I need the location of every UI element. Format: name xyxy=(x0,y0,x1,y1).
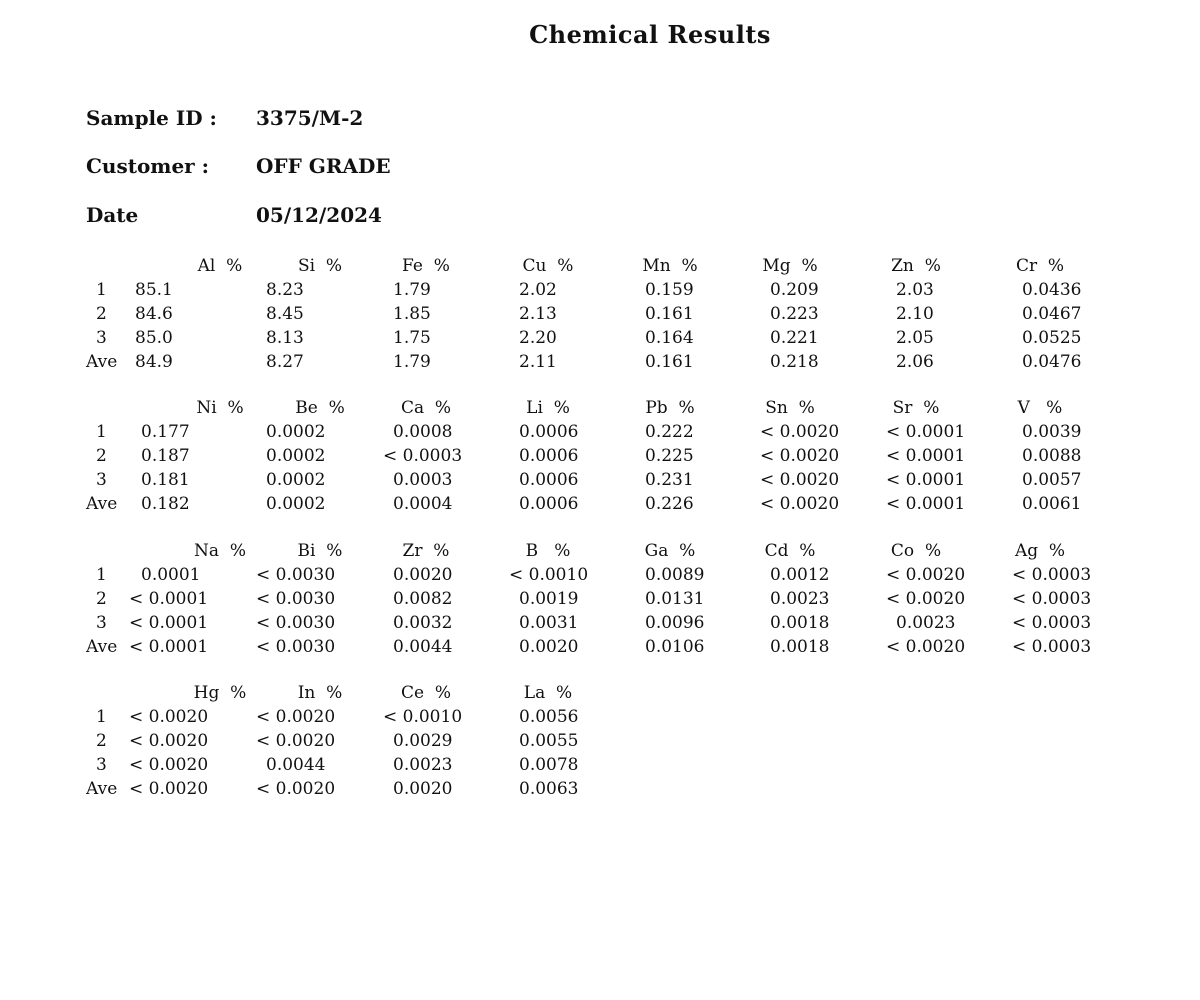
result-value: 0.0039 xyxy=(1022,422,1082,442)
result-value: < 0.0030 xyxy=(256,637,336,657)
result-value: < 0.0010 xyxy=(383,707,463,727)
result-value: 0.0006 xyxy=(519,422,579,442)
result-value: < 0.0020 xyxy=(129,707,209,727)
result-value: 0.0057 xyxy=(1022,470,1082,490)
element-header: Sr % xyxy=(892,398,940,418)
element-header: Mg % xyxy=(762,256,818,276)
result-value: 0.161 xyxy=(645,352,694,372)
result-value: < 0.0003 xyxy=(1012,565,1092,585)
customer-label: Customer : xyxy=(86,154,210,178)
result-value: 0.0006 xyxy=(519,470,579,490)
result-value: 0.0106 xyxy=(645,637,705,657)
row-label: 3 xyxy=(96,613,107,633)
element-header: In % xyxy=(297,683,343,703)
element-header: Zn % xyxy=(891,256,941,276)
result-value: < 0.0020 xyxy=(760,494,840,514)
result-value: 0.231 xyxy=(645,470,694,490)
element-header: Be % xyxy=(295,398,345,418)
result-value: < 0.0010 xyxy=(509,565,589,585)
result-value: 0.0131 xyxy=(645,589,705,609)
result-value: < 0.0020 xyxy=(886,589,966,609)
element-header-row xyxy=(86,254,1196,278)
element-header: Co % xyxy=(890,541,942,561)
result-value: 0.0020 xyxy=(393,779,453,799)
result-value: 0.0044 xyxy=(393,637,453,657)
result-value: 2.05 xyxy=(896,328,934,348)
result-value: < 0.0030 xyxy=(256,565,336,585)
result-value: < 0.0001 xyxy=(129,613,209,633)
date-label: Date xyxy=(86,203,139,227)
customer-row xyxy=(86,154,391,178)
row-label: 2 xyxy=(96,731,107,751)
element-header: Li % xyxy=(526,398,570,418)
row-label: 1 xyxy=(96,280,107,300)
result-row xyxy=(86,420,1196,444)
result-value: < 0.0001 xyxy=(886,446,966,466)
result-value: 2.06 xyxy=(896,352,934,372)
result-value: 0.0061 xyxy=(1022,494,1082,514)
result-value: 0.0002 xyxy=(266,494,326,514)
customer-value: OFF GRADE xyxy=(256,154,391,178)
results-block xyxy=(86,539,1196,659)
result-value: 2.20 xyxy=(519,328,557,348)
result-value: 1.75 xyxy=(393,328,431,348)
result-row xyxy=(86,563,1196,587)
result-value: 0.0032 xyxy=(393,613,453,633)
result-value: 0.0096 xyxy=(645,613,705,633)
result-value: 0.0019 xyxy=(519,589,579,609)
result-value: 0.0006 xyxy=(519,494,579,514)
result-value: 0.0008 xyxy=(393,422,453,442)
result-row xyxy=(86,326,1196,350)
result-value: < 0.0030 xyxy=(256,589,336,609)
result-value: 2.03 xyxy=(896,280,934,300)
result-value: 0.226 xyxy=(645,494,694,514)
result-row xyxy=(86,753,1196,777)
result-value: 0.0078 xyxy=(519,755,579,775)
result-value: 0.0002 xyxy=(266,446,326,466)
element-header: Ag % xyxy=(1014,541,1066,561)
result-value: < 0.0001 xyxy=(129,637,209,657)
element-header: Al % xyxy=(197,256,243,276)
result-value: < 0.0020 xyxy=(760,446,840,466)
element-header-row xyxy=(86,396,1196,420)
result-value: 0.0001 xyxy=(141,565,201,585)
result-value: 2.02 xyxy=(519,280,557,300)
result-value: 0.221 xyxy=(770,328,819,348)
result-value: 84.6 xyxy=(135,304,173,324)
sample-id-label: Sample ID : xyxy=(86,106,217,130)
result-value: < 0.0001 xyxy=(129,589,209,609)
results-block xyxy=(86,396,1196,516)
date-value: 05/12/2024 xyxy=(256,203,382,227)
result-value: 0.0063 xyxy=(519,779,579,799)
sample-id-value: 3375/M-2 xyxy=(256,106,364,130)
result-value: 0.159 xyxy=(645,280,694,300)
element-header: Pb % xyxy=(645,398,695,418)
element-header: V % xyxy=(1017,398,1063,418)
element-header: Mn % xyxy=(642,256,698,276)
result-value: 0.209 xyxy=(770,280,819,300)
results-block xyxy=(86,254,1196,374)
result-value: < 0.0020 xyxy=(129,755,209,775)
result-value: 0.0023 xyxy=(896,613,956,633)
result-value: 0.161 xyxy=(645,304,694,324)
result-row xyxy=(86,777,1196,801)
result-value: 0.0004 xyxy=(393,494,453,514)
result-value: < 0.0020 xyxy=(256,779,336,799)
result-value: 0.182 xyxy=(141,494,190,514)
result-value: < 0.0020 xyxy=(256,707,336,727)
result-value: < 0.0001 xyxy=(886,494,966,514)
result-row xyxy=(86,611,1196,635)
result-value: 0.177 xyxy=(141,422,190,442)
result-row xyxy=(86,444,1196,468)
result-value: < 0.0020 xyxy=(886,637,966,657)
result-value: 2.11 xyxy=(519,352,557,372)
element-header: Si % xyxy=(297,256,343,276)
result-row xyxy=(86,729,1196,753)
result-value: 8.13 xyxy=(266,328,304,348)
result-value: 0.0020 xyxy=(519,637,579,657)
result-row xyxy=(86,350,1196,374)
result-value: 0.0020 xyxy=(393,565,453,585)
result-value: 0.0055 xyxy=(519,731,579,751)
result-value: 0.0002 xyxy=(266,470,326,490)
result-value: 0.0018 xyxy=(770,637,830,657)
row-label: Ave xyxy=(86,352,118,372)
result-row xyxy=(86,468,1196,492)
element-header-row xyxy=(86,539,1196,563)
result-value: < 0.0020 xyxy=(760,470,840,490)
result-value: 0.0476 xyxy=(1022,352,1082,372)
result-value: < 0.0003 xyxy=(1012,589,1092,609)
element-header: Ni % xyxy=(196,398,244,418)
element-header: Zr % xyxy=(402,541,450,561)
result-value: 84.9 xyxy=(135,352,173,372)
result-value: < 0.0020 xyxy=(129,779,209,799)
result-value: 0.0436 xyxy=(1022,280,1082,300)
result-value: 0.164 xyxy=(645,328,694,348)
result-value: 1.85 xyxy=(393,304,431,324)
row-label: Ave xyxy=(86,637,118,657)
result-value: 0.0002 xyxy=(266,422,326,442)
result-value: 0.187 xyxy=(141,446,190,466)
element-header: La % xyxy=(523,683,573,703)
element-header: Hg % xyxy=(193,683,247,703)
result-value: 0.0525 xyxy=(1022,328,1082,348)
result-value: 0.0088 xyxy=(1022,446,1082,466)
result-value: 0.223 xyxy=(770,304,819,324)
row-label: 2 xyxy=(96,304,107,324)
result-value: 0.0023 xyxy=(770,589,830,609)
result-value: 0.181 xyxy=(141,470,190,490)
result-value: < 0.0030 xyxy=(256,613,336,633)
result-value: 2.10 xyxy=(896,304,934,324)
result-value: 0.0467 xyxy=(1022,304,1082,324)
result-value: 0.0023 xyxy=(393,755,453,775)
result-row xyxy=(86,587,1196,611)
result-value: 1.79 xyxy=(393,352,431,372)
element-header: Ca % xyxy=(400,398,452,418)
result-value: 85.1 xyxy=(135,280,173,300)
row-label: 3 xyxy=(96,470,107,490)
row-label: Ave xyxy=(86,779,118,799)
element-header: Cu % xyxy=(522,256,574,276)
element-header: Cd % xyxy=(764,541,816,561)
result-value: 0.0082 xyxy=(393,589,453,609)
results-block xyxy=(86,681,1196,801)
result-value: 8.23 xyxy=(266,280,304,300)
row-label: 3 xyxy=(96,328,107,348)
element-header: Cr % xyxy=(1015,256,1065,276)
row-label: 3 xyxy=(96,755,107,775)
result-value: 0.0012 xyxy=(770,565,830,585)
result-value: 0.225 xyxy=(645,446,694,466)
result-value: < 0.0003 xyxy=(383,446,463,466)
element-header: Bi % xyxy=(297,541,343,561)
result-value: 0.0003 xyxy=(393,470,453,490)
result-value: 8.27 xyxy=(266,352,304,372)
result-value: 0.0031 xyxy=(519,613,579,633)
element-header: Na % xyxy=(194,541,246,561)
result-value: < 0.0003 xyxy=(1012,613,1092,633)
result-value: 0.0056 xyxy=(519,707,579,727)
result-value: < 0.0001 xyxy=(886,470,966,490)
result-value: 1.79 xyxy=(393,280,431,300)
row-label: 1 xyxy=(96,707,107,727)
date-row xyxy=(86,203,382,227)
result-value: < 0.0020 xyxy=(256,731,336,751)
result-value: 0.0029 xyxy=(393,731,453,751)
row-label: 2 xyxy=(96,589,107,609)
result-row xyxy=(86,302,1196,326)
result-value: 0.222 xyxy=(645,422,694,442)
row-label: 1 xyxy=(96,565,107,585)
result-value: < 0.0003 xyxy=(1012,637,1092,657)
row-label: 1 xyxy=(96,422,107,442)
result-row xyxy=(86,278,1196,302)
element-header: B % xyxy=(525,541,571,561)
result-value: 0.0044 xyxy=(266,755,326,775)
element-header: Sn % xyxy=(765,398,815,418)
result-value: 0.218 xyxy=(770,352,819,372)
element-header: Fe % xyxy=(402,256,450,276)
result-value: 0.0089 xyxy=(645,565,705,585)
result-row xyxy=(86,705,1196,729)
element-header: Ce % xyxy=(400,683,452,703)
result-row xyxy=(86,492,1196,516)
result-row xyxy=(86,635,1196,659)
result-value: 0.0018 xyxy=(770,613,830,633)
element-header: Ga % xyxy=(644,541,696,561)
result-value: < 0.0020 xyxy=(760,422,840,442)
result-value: < 0.0020 xyxy=(129,731,209,751)
row-label: Ave xyxy=(86,494,118,514)
result-value: 2.13 xyxy=(519,304,557,324)
result-value: 8.45 xyxy=(266,304,304,324)
result-value: 85.0 xyxy=(135,328,173,348)
row-label: 2 xyxy=(96,446,107,466)
result-value: < 0.0020 xyxy=(886,565,966,585)
page-title: Chemical Results xyxy=(529,20,771,49)
element-header-row xyxy=(86,681,1196,705)
sample-id-row xyxy=(86,106,363,130)
result-value: 0.0006 xyxy=(519,446,579,466)
result-value: < 0.0001 xyxy=(886,422,966,442)
